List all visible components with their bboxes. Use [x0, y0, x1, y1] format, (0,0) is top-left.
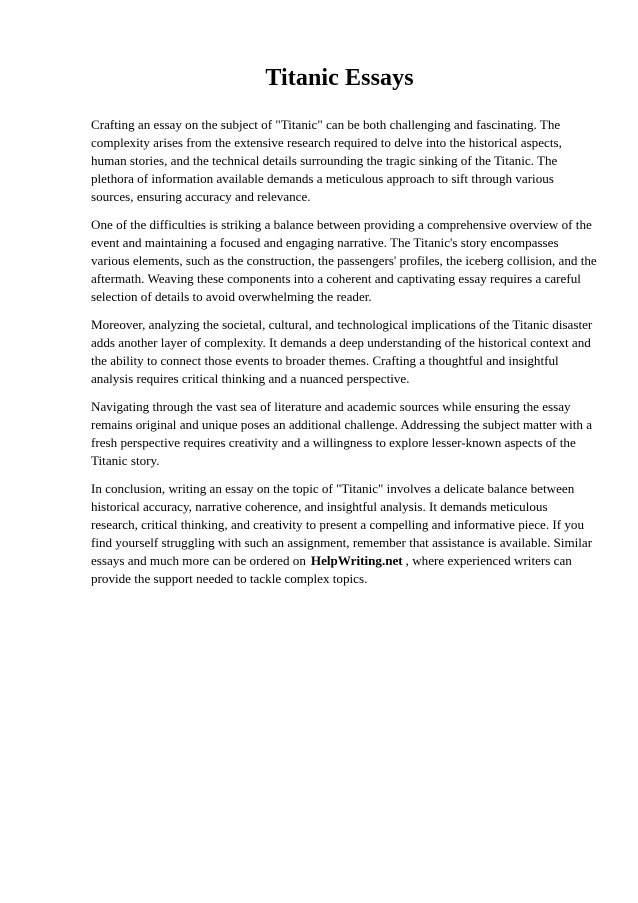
paragraph-3: Moreover, analyzing the societal, cultural, and technological implications of the Titanic disaster adds another layer of complexity. It demands a deep understanding of the historical context and the ability to connect those events to broader themes. Crafting a thoughtful and insightful analysis requires critical thinking and a nuanced perspective. — [91, 317, 593, 386]
conclusion-text-before-link: In conclusion, writing an essay on the topic of "Titanic" involves a delicate balance between historical accuracy, narrative coherence, and insightful analysis. It demands meticulous research, critical thinking, and creativity to present a compelling and informative piece. If you find yourself struggling with such an assignment, remember that assistance is available. Similar essays and much more can be ordered on — [91, 481, 593, 568]
helpwriting-link[interactable]: HelpWriting.net — [310, 553, 403, 568]
conclusion-text-after-link: , where experienced writers can provide the support needed to tackle complex topics. — [91, 553, 572, 586]
paragraph-conclusion — [91, 480, 597, 588]
page-title: Titanic Essays — [265, 65, 414, 91]
paragraph-4: Navigating through the vast sea of literature and academic sources while ensuring the essay remains original and unique poses an additional challenge. Addressing the subject matter with a fresh perspective requires creativity and a willingness to explore lesser-known aspects of the Titanic story. — [91, 399, 593, 468]
paragraph-1: Crafting an essay on the subject of "Titanic" can be both challenging and fascinating. The complexity arises from the extensive research required to delve into the historical aspects, human stories, and the technical details surrounding the tragic sinking of the Titanic. The plethora of information available demands a meticulous approach to sift through various sources, ensuring accuracy and relevance. — [91, 117, 562, 204]
paragraph-2: One of the difficulties is striking a balance between providing a comprehensive overview of the event and maintaining a focused and engaging narrative. The Titanic's story encompasses various elements, such as the construction, the passengers' profiles, the iceberg collision, and the aftermath. Weaving these components into a coherent and captivating essay requires a careful selection of details to avoid overwhelming the reader. — [91, 217, 597, 304]
